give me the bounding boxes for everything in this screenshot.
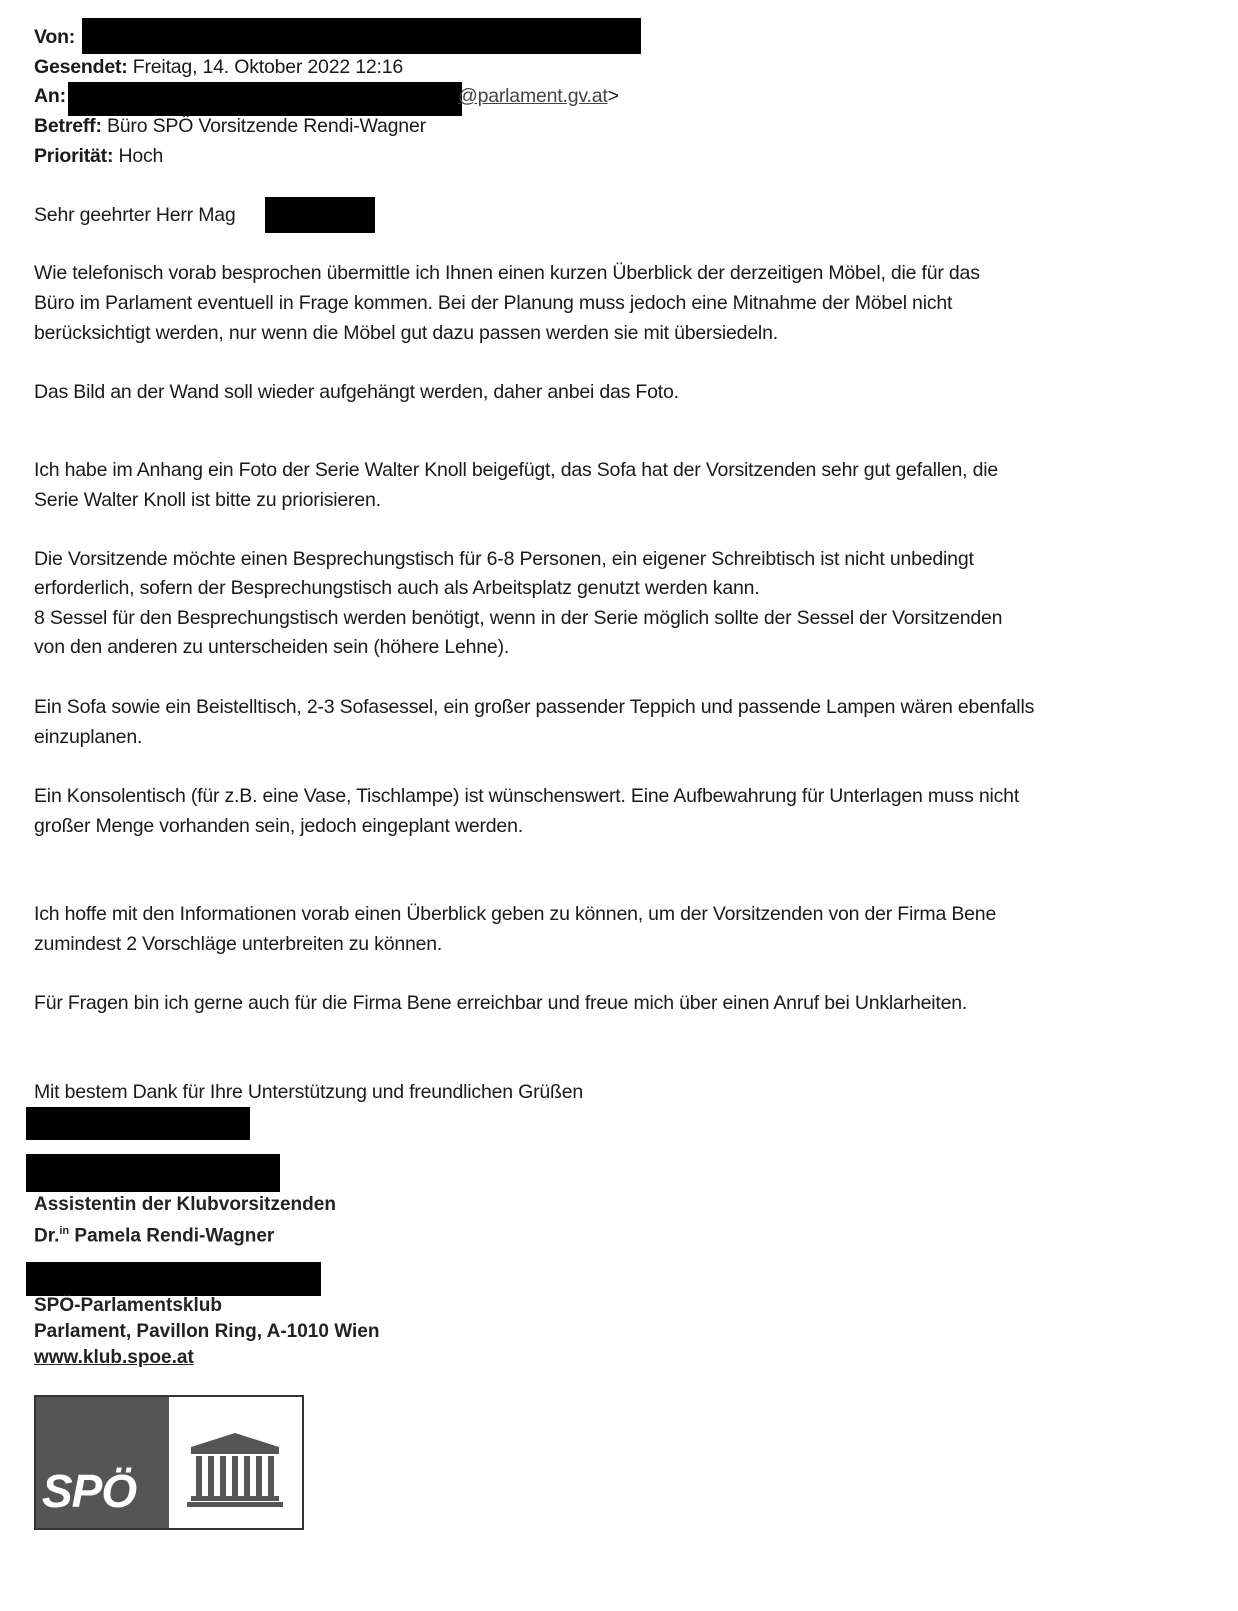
paragraph-line: erforderlich, sofern der Besprechungstisch auch als Arbeitsplatz genutzt werden kann.	[34, 577, 760, 599]
parliament-icon	[169, 1397, 302, 1528]
paragraph-line: Büro im Parlament eventuell in Frage kommen. Bei der Planung muss jedoch eine Mitnahme der Möbel nicht	[34, 292, 953, 314]
redaction-signature-3	[26, 1262, 321, 1296]
to-row	[34, 84, 66, 108]
subject-row	[34, 114, 426, 138]
priority-label: Priorität:	[34, 145, 114, 167]
priority-value: Hoch	[118, 145, 164, 167]
closing: Mit bestem Dank für Ihre Unterstützung und freundlichen Grüßen	[34, 1081, 584, 1103]
sent-label: Gesendet:	[34, 56, 128, 78]
paragraph-line: Wie telefonisch vorab besprochen übermittle ich Ihnen einen kurzen Überblick der derzeitigen Möbel, die für das	[34, 262, 980, 284]
sent-row	[34, 55, 403, 79]
signature-address: Parlament, Pavillon Ring, A-1010 Wien	[34, 1321, 380, 1342]
paragraph-line: Serie Walter Knoll ist bitte zu priorisieren.	[34, 489, 381, 511]
to-value	[458, 84, 619, 108]
redaction-greeting	[265, 197, 375, 233]
paragraph-line: Die Vorsitzende möchte einen Besprechungstisch für 6-8 Personen, ein eigener Schreibtisch ist nicht unbedingt	[34, 548, 974, 570]
from-label: Von:	[34, 26, 76, 48]
sent-value: Freitag, 14. Oktober 2022 12:16	[132, 56, 404, 78]
paragraph-line: Ein Konsolentisch (für z.B. eine Vase, Tischlampe) ist wünschenswert. Eine Aufbewahrung für Unterlagen muss nicht	[34, 785, 1020, 807]
paragraph-line: großer Menge vorhanden sein, jedoch eingeplant werden.	[34, 815, 523, 837]
signature-role: Assistentin der Klubvorsitzenden	[34, 1194, 336, 1215]
signature-title: Dr.	[34, 1225, 60, 1247]
paragraph-line: Das Bild an der Wand soll wieder aufgehängt werden, daher anbei das Foto.	[34, 381, 679, 403]
signature-website-link[interactable]: www.klub.spoe.at	[34, 1347, 194, 1368]
logo-text-panel	[36, 1397, 169, 1528]
to-suffix: >	[607, 85, 619, 107]
paragraph-line: zumindest 2 Vorschläge unterbreiten zu können.	[34, 933, 443, 955]
paragraph-line: einzuplanen.	[34, 726, 143, 748]
logo-text: SPÖ	[42, 1465, 137, 1517]
subject-value: Büro SPÖ Vorsitzende Rendi-Wagner	[106, 115, 426, 137]
greeting: Sehr geehrter Herr Mag	[34, 204, 236, 226]
signature-org: SPÖ-Parlamentsklub	[34, 1295, 222, 1316]
paragraph-line: berücksichtigt werden, nur wenn die Möbel gut dazu passen werden sie mit übersiedeln.	[34, 322, 778, 344]
paragraph-line: Für Fragen bin ich gerne auch für die Firma Bene erreichbar und freue mich über einen Anruf bei Unklarheiten.	[34, 992, 968, 1014]
signature-name-line	[34, 1219, 274, 1248]
paragraph-line: Ich hoffe mit den Informationen vorab einen Überblick geben zu können, um der Vorsitzenden von der Firma Bene	[34, 903, 997, 925]
redaction-to	[68, 82, 462, 116]
redaction-signature-name	[26, 1107, 250, 1140]
priority-row	[34, 144, 163, 168]
paragraph-line: von den anderen zu unterscheiden sein (höhere Lehne).	[34, 636, 510, 658]
to-email-link[interactable]: @parlament.gv.at	[458, 85, 608, 107]
redaction-signature-2	[26, 1154, 280, 1192]
paragraph-line: Ich habe im Anhang ein Foto der Serie Walter Knoll beigefügt, das Sofa hat der Vorsitzenden sehr gut gefallen, die	[34, 459, 999, 481]
paragraph-line: 8 Sessel für den Besprechungstisch werden benötigt, wenn in der Serie möglich sollte der Sessel der Vorsitzenden	[34, 607, 1003, 629]
redaction-from	[82, 18, 641, 54]
from-row	[34, 25, 75, 49]
to-label: An:	[34, 85, 66, 107]
subject-label: Betreff:	[34, 115, 102, 137]
spoe-logo	[34, 1395, 304, 1530]
signature-title-sup: in	[59, 1225, 70, 1237]
signature-name: Pamela Rendi-Wagner	[74, 1225, 275, 1247]
paragraph-line: Ein Sofa sowie ein Beistelltisch, 2-3 Sofasessel, ein großer passender Teppich und passende Lampen wären ebenfalls	[34, 696, 1035, 718]
